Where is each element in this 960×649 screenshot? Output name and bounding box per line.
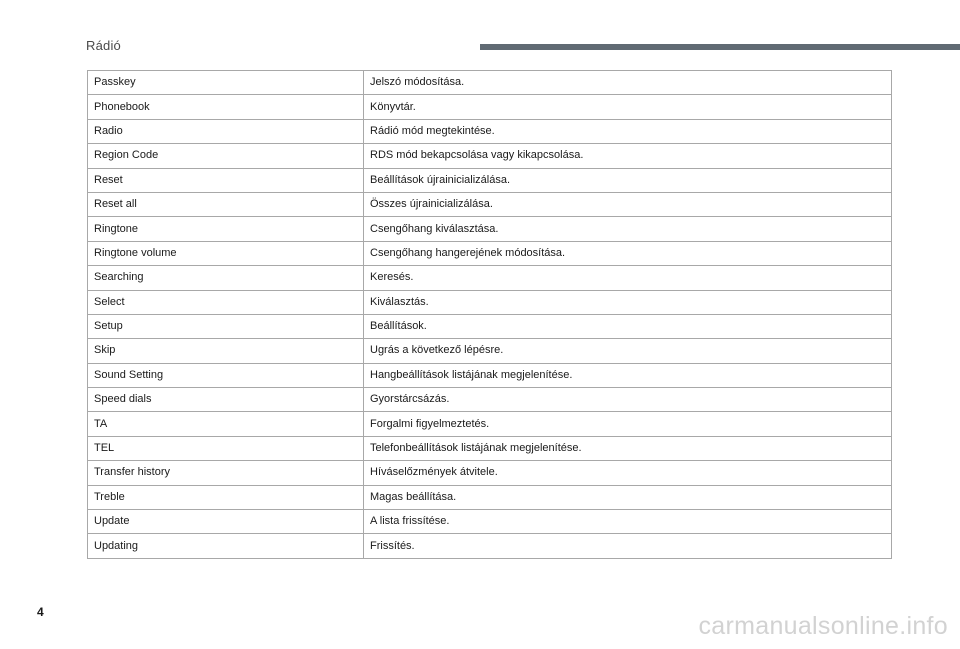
term-cell: Searching	[88, 266, 364, 290]
table-row	[88, 339, 892, 363]
term-cell: Update	[88, 510, 364, 534]
table-row	[88, 314, 892, 338]
table-row	[88, 144, 892, 168]
section-title: Rádió	[86, 38, 121, 53]
term-cell: Radio	[88, 119, 364, 143]
description-cell: Hangbeállítások listájának megjelenítése.	[364, 363, 892, 387]
table-row	[88, 388, 892, 412]
description-cell: Ugrás a következő lépésre.	[364, 339, 892, 363]
description-cell: Könyvtár.	[364, 95, 892, 119]
description-cell: Csengőhang hangerejének módosítása.	[364, 241, 892, 265]
page-number: 4	[37, 605, 44, 619]
watermark: carmanualsonline.info	[698, 612, 948, 640]
description-cell: Csengőhang kiválasztása.	[364, 217, 892, 241]
description-cell: Keresés.	[364, 266, 892, 290]
table-row	[88, 412, 892, 436]
table-row	[88, 168, 892, 192]
description-cell: A lista frissítése.	[364, 510, 892, 534]
table-row	[88, 266, 892, 290]
table-row	[88, 461, 892, 485]
term-cell: Skip	[88, 339, 364, 363]
description-cell: Híváselőzmények átvitele.	[364, 461, 892, 485]
term-cell: Reset	[88, 168, 364, 192]
description-cell: Összes újrainicializálása.	[364, 192, 892, 216]
term-cell: Treble	[88, 485, 364, 509]
term-cell: Ringtone	[88, 217, 364, 241]
description-cell: Gyorstárcsázás.	[364, 388, 892, 412]
description-cell: RDS mód bekapcsolása vagy kikapcsolása.	[364, 144, 892, 168]
description-cell: Telefonbeállítások listájának megjelenítése.	[364, 436, 892, 460]
description-cell: Rádió mód megtekintése.	[364, 119, 892, 143]
term-cell: TA	[88, 412, 364, 436]
term-cell: Setup	[88, 314, 364, 338]
table-row	[88, 192, 892, 216]
description-cell: Frissítés.	[364, 534, 892, 558]
term-cell: Transfer history	[88, 461, 364, 485]
table-row	[88, 217, 892, 241]
term-cell: Reset all	[88, 192, 364, 216]
description-cell: Magas beállítása.	[364, 485, 892, 509]
term-cell: Updating	[88, 534, 364, 558]
description-cell: Kiválasztás.	[364, 290, 892, 314]
term-cell: Passkey	[88, 71, 364, 95]
description-cell: Forgalmi figyelmeztetés.	[364, 412, 892, 436]
table-row	[88, 510, 892, 534]
table-row	[88, 241, 892, 265]
table-row	[88, 119, 892, 143]
table-row	[88, 485, 892, 509]
table-row	[88, 71, 892, 95]
table-row	[88, 290, 892, 314]
description-cell: Beállítások.	[364, 314, 892, 338]
table-row	[88, 534, 892, 558]
term-cell: Region Code	[88, 144, 364, 168]
table-row	[88, 436, 892, 460]
description-cell: Jelszó módosítása.	[364, 71, 892, 95]
table-row	[88, 95, 892, 119]
term-cell: Phonebook	[88, 95, 364, 119]
term-cell: Select	[88, 290, 364, 314]
table-row	[88, 363, 892, 387]
description-cell: Beállítások újrainicializálása.	[364, 168, 892, 192]
term-cell: Speed dials	[88, 388, 364, 412]
header-accent-bar	[480, 44, 960, 50]
glossary-table	[87, 70, 892, 559]
term-cell: Sound Setting	[88, 363, 364, 387]
term-cell: TEL	[88, 436, 364, 460]
term-cell: Ringtone volume	[88, 241, 364, 265]
